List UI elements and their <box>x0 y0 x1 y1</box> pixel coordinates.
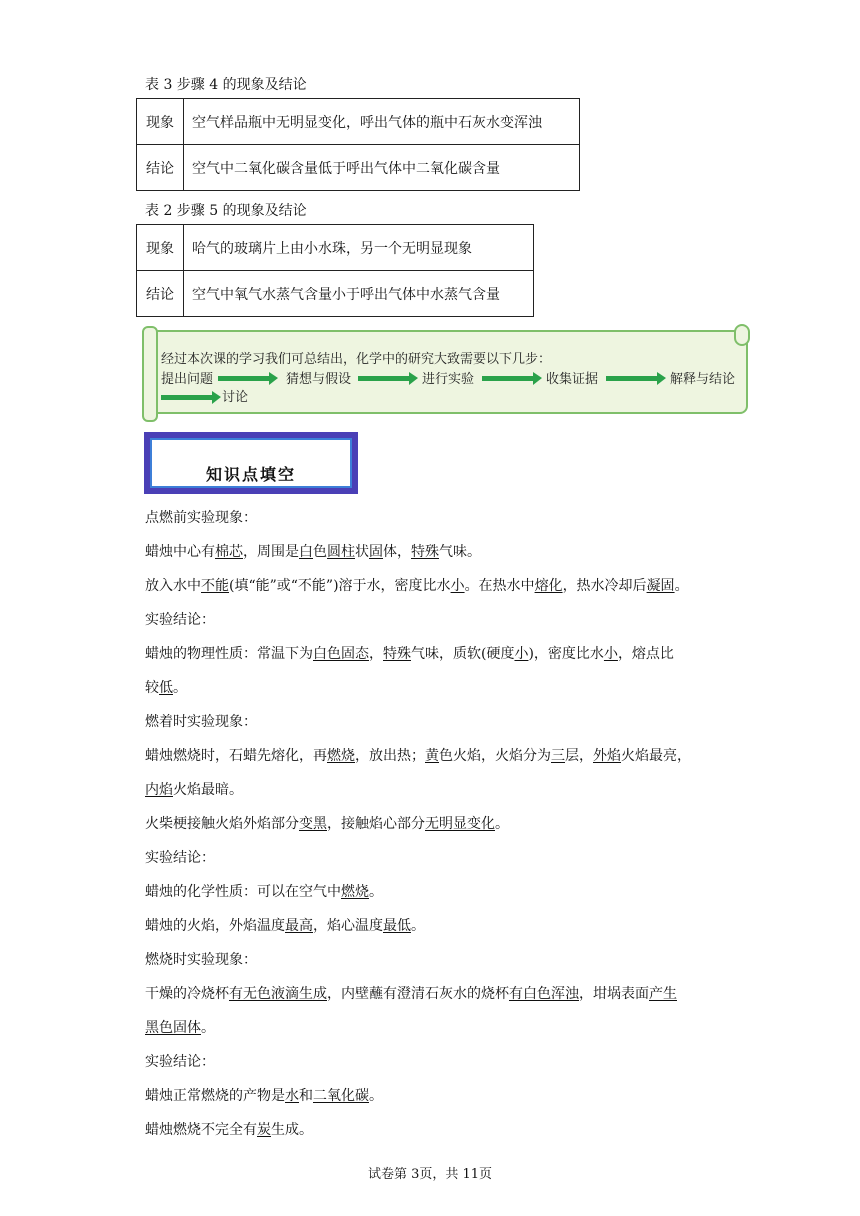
text-line <box>145 813 509 833</box>
text-span: ，内壁蘸有澄清石灰水的烧杯 <box>327 986 509 1002</box>
answer-blank: 内焰 <box>145 782 173 798</box>
table-row <box>137 271 534 317</box>
table-value: 空气中氧气水蒸气含量小于呼出气体中水蒸气含量 <box>184 271 534 317</box>
text-span: ，坩埚表面 <box>579 986 649 1002</box>
step-label: 解释与结论 <box>670 372 736 387</box>
text-span: 气味。 <box>439 544 481 560</box>
text-span: 色火焰，火焰分为 <box>439 748 551 764</box>
answer-blank: 白色固态 <box>313 646 369 662</box>
step-label: 猜想与假设 <box>286 372 352 387</box>
text-span: ，熔点比 <box>617 646 674 662</box>
table-key: 现象 <box>137 225 184 271</box>
scroll-intro: 经过本次课的学习我们可总结出，化学中的研究大致需要以下几步： <box>161 352 552 367</box>
table-value: 空气中二氧化碳含量低于呼出气体中二氧化碳含量 <box>184 145 580 191</box>
text-span: ，焰心温度 <box>313 918 383 934</box>
answer-blank: 熔化 <box>534 578 563 594</box>
table-key: 结论 <box>137 145 184 191</box>
summary-scroll <box>144 330 748 414</box>
text-span: 色 <box>313 544 327 560</box>
answer-blank: 圆柱 <box>327 544 355 560</box>
text-span: 放入水中 <box>145 578 201 594</box>
table3 <box>136 98 580 191</box>
answer-blank: 小 <box>450 578 465 594</box>
text-span: 蜡烛中心有 <box>145 544 215 560</box>
arrow-icon <box>606 376 658 381</box>
text-span: 。在热水中 <box>464 578 535 594</box>
text-line: 实验结论： <box>145 1054 215 1070</box>
answer-blank: 黑色固体 <box>145 1020 201 1036</box>
answer-blank: 三 <box>551 748 565 764</box>
text-span: 气味，质软(硬度 <box>411 646 515 662</box>
answer-blank: 小 <box>514 646 529 662</box>
answer-blank: 水 <box>285 1088 299 1104</box>
text-span: ，放出热； <box>355 748 425 764</box>
step-label: 提出问题 <box>161 372 214 387</box>
answer-blank: 最高 <box>285 918 313 934</box>
answer-blank: 燃烧 <box>327 748 355 764</box>
table-row <box>137 145 580 191</box>
answer-blank: 低 <box>159 680 173 696</box>
answer-blank: 二氧化碳 <box>313 1088 369 1104</box>
text-line: 实验结论： <box>145 612 215 628</box>
page-footer: 试卷第 3页，共 11页 <box>367 1167 493 1182</box>
text-span: (填“能”或“不能”)溶于水，密度比水 <box>229 578 451 594</box>
text-span: 。 <box>201 1020 215 1036</box>
answer-blank: 炭 <box>257 1122 271 1138</box>
answer-blank: 产生 <box>649 986 677 1002</box>
answer-blank: 特殊 <box>411 544 439 560</box>
text-span: ，热水冷却后 <box>562 578 647 594</box>
text-span: 火柴梗接触火焰外焰部分 <box>145 816 299 832</box>
arrow-icon <box>482 376 534 381</box>
answer-blank: 小 <box>603 646 618 662</box>
text-line <box>145 881 383 901</box>
answer-blank: 黄 <box>425 748 439 764</box>
table-key: 现象 <box>137 99 184 145</box>
text-line <box>145 541 481 561</box>
badge-frame <box>150 438 352 488</box>
arrow-icon <box>358 376 410 381</box>
table-value: 哈气的玻璃片上由小水珠，另一个无明显现象 <box>184 225 534 271</box>
text-line <box>145 745 691 765</box>
answer-blank: 最低 <box>383 918 411 934</box>
table-row <box>137 225 534 271</box>
text-line <box>145 575 689 595</box>
scroll-curl-left <box>142 326 158 422</box>
step-label: 进行实验 <box>422 372 475 387</box>
text-line: 燃烧时实验现象： <box>145 952 257 968</box>
answer-blank: 特殊 <box>383 646 411 662</box>
text-line <box>145 779 243 799</box>
arrow-icon <box>161 395 213 400</box>
text-line <box>145 915 425 935</box>
text-span: ，接触焰心部分 <box>327 816 425 832</box>
text-span: 火焰最暗。 <box>173 782 243 798</box>
text-span: 。 <box>411 918 425 934</box>
arrow-icon <box>218 376 270 381</box>
text-span: 干燥的冷烧杯 <box>145 986 229 1002</box>
answer-blank: 变黑 <box>299 816 327 832</box>
answer-blank: 燃烧 <box>341 884 369 900</box>
text-span: 蜡烛正常燃烧的产物是 <box>145 1088 285 1104</box>
text-span: 状 <box>355 544 369 560</box>
answer-blank: 外焰 <box>593 748 621 764</box>
text-span: 和 <box>299 1088 313 1104</box>
section-badge <box>144 432 358 494</box>
answer-blank: 不能 <box>201 578 229 594</box>
text-span: )，密度比水 <box>528 646 604 662</box>
answer-blank: 凝固 <box>646 578 675 594</box>
text-span: 。 <box>369 884 383 900</box>
text-span: 。 <box>369 1088 383 1104</box>
text-line <box>145 1085 383 1105</box>
step-label: 讨论 <box>222 390 249 405</box>
text-line: 点燃前实验现象： <box>145 510 257 526</box>
text-span: 蜡烛的化学性质：可以在空气中 <box>145 884 341 900</box>
text-span: 火焰最亮， <box>621 748 691 764</box>
answer-blank: 有白色浑浊 <box>509 986 579 1002</box>
table-row <box>137 99 580 145</box>
text-span: 。 <box>495 816 509 832</box>
text-span: ，周围是 <box>243 544 299 560</box>
text-line <box>145 1119 313 1139</box>
table2 <box>136 224 534 317</box>
answer-blank: 棉芯 <box>215 544 243 560</box>
text-span: 生成。 <box>271 1122 313 1138</box>
text-span: ， <box>369 646 383 662</box>
text-span: 蜡烛的物理性质：常温下为 <box>145 646 313 662</box>
text-line <box>145 1017 215 1037</box>
text-span: 较 <box>145 680 159 696</box>
answer-blank: 有无色液滴生成 <box>229 986 327 1002</box>
step-label: 收集证据 <box>546 372 599 387</box>
text-line <box>145 983 677 1003</box>
text-span: 体， <box>383 544 411 560</box>
text-line: 燃着时实验现象： <box>145 714 257 730</box>
badge-label: 知识点填空 <box>205 465 296 484</box>
text-line <box>145 677 187 697</box>
text-span: 蜡烛的火焰，外焰温度 <box>145 918 285 934</box>
table3-caption: 表 3 步骤 4 的现象及结论 <box>145 77 307 93</box>
answer-blank: 固 <box>369 544 383 560</box>
text-span: 蜡烛燃烧不完全有 <box>145 1122 257 1138</box>
text-span: 。 <box>674 578 689 594</box>
scroll-curl-right <box>734 324 750 346</box>
answer-blank: 无明显变化 <box>425 816 495 832</box>
table-value: 空气样品瓶中无明显变化，呼出气体的瓶中石灰水变浑浊 <box>184 99 580 145</box>
text-span: 。 <box>173 680 187 696</box>
text-line <box>145 643 674 663</box>
table-key: 结论 <box>137 271 184 317</box>
text-line: 实验结论： <box>145 850 215 866</box>
text-span: 层， <box>565 748 593 764</box>
answer-blank: 白 <box>299 544 313 560</box>
text-span: 蜡烛燃烧时，石蜡先熔化，再 <box>145 748 327 764</box>
table2-caption: 表 2 步骤 5 的现象及结论 <box>145 203 307 219</box>
